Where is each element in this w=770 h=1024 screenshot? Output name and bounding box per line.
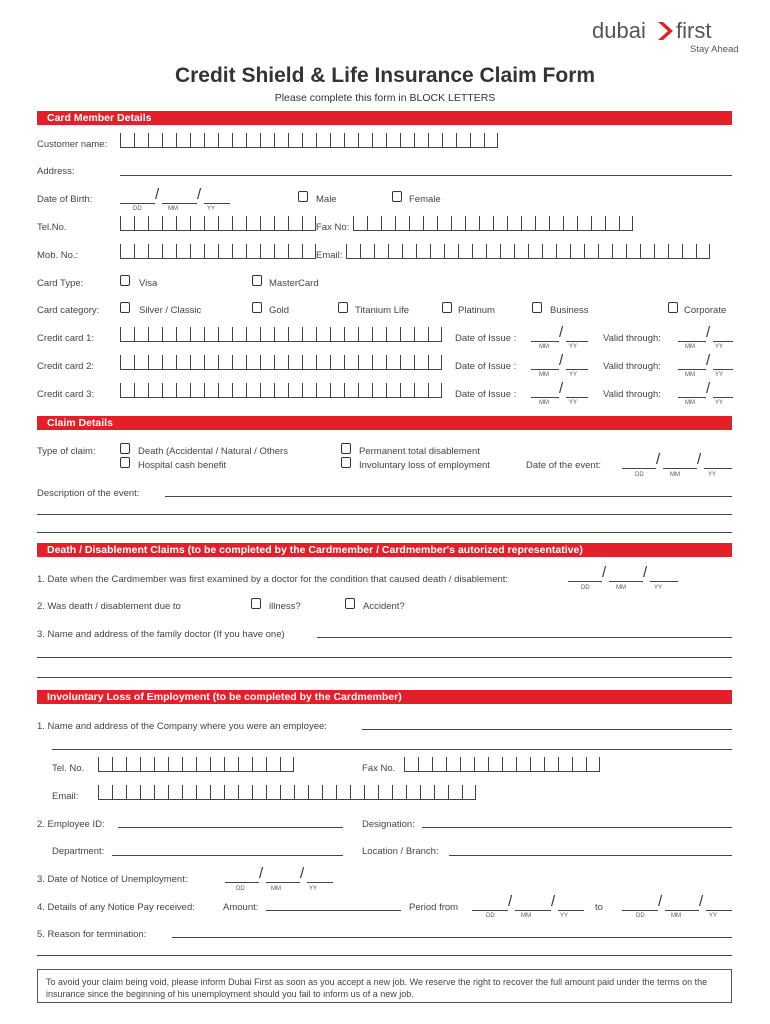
issue-3-yy-input[interactable] (566, 397, 588, 398)
period-to-yy-input[interactable] (706, 910, 732, 911)
fax-label: Fax No: (316, 222, 350, 233)
logo (590, 18, 740, 58)
dob-mm-input[interactable] (162, 203, 197, 204)
visa-label: Visa (139, 278, 158, 289)
claim-involuntary-label: Involuntary loss of employment (359, 460, 490, 471)
claim-permanent-label: Permanent total disablement (359, 446, 480, 457)
location-label: Location / Branch: (362, 846, 439, 857)
valid-2-mm-input[interactable] (678, 369, 706, 370)
category-gold-label: Gold (269, 305, 290, 316)
period-from-yy-input[interactable] (558, 910, 584, 911)
amount-input[interactable] (266, 910, 401, 911)
mastercard-label: MasterCard (269, 278, 319, 289)
valid-through-3-label: Valid through: (603, 389, 661, 400)
visa-checkbox[interactable] (120, 275, 130, 286)
issue-2-yy-input[interactable] (566, 369, 588, 370)
category-business-label: Business (550, 305, 589, 316)
period-to-dd-input[interactable] (622, 910, 658, 911)
issue-3-mm-input[interactable] (531, 397, 559, 398)
issue-1-yy-input[interactable] (566, 341, 588, 342)
section-header-card-member: Card Member Details (37, 111, 732, 125)
description-line-2[interactable] (37, 514, 732, 515)
fax-input[interactable] (353, 216, 633, 231)
dob-label: Date of Birth: (37, 194, 93, 205)
death-q2-label: 2. Was death / disablement due to (37, 601, 181, 612)
period-from-dd-input[interactable] (472, 910, 508, 911)
doctor-yy-input[interactable] (650, 581, 678, 582)
family-doctor-input[interactable] (317, 637, 732, 638)
mob-input[interactable] (120, 244, 316, 259)
claim-death-checkbox[interactable] (120, 443, 130, 454)
category-silver-checkbox[interactable] (120, 302, 130, 313)
date-of-issue-3-label: Date of Issue : (455, 389, 517, 400)
credit-card-3-label: Credit card 3: (37, 389, 95, 400)
notice-mm-input[interactable] (266, 882, 300, 883)
email-label: Email: (316, 250, 343, 261)
family-doctor-line-2[interactable] (37, 657, 732, 658)
tel-input[interactable] (120, 216, 316, 231)
company-fax-input[interactable] (404, 757, 600, 772)
valid-1-mm-input[interactable] (678, 341, 706, 342)
accident-label: Accident? (363, 601, 405, 612)
employee-id-input[interactable] (118, 827, 343, 828)
termination-reason-line-2[interactable] (37, 955, 732, 956)
email-input[interactable] (346, 244, 710, 259)
claim-hospital-checkbox[interactable] (120, 457, 130, 468)
notice-date-label: 3. Date of Notice of Unemployment: (37, 874, 188, 885)
valid-1-yy-input[interactable] (713, 341, 733, 342)
period-from-label: Period from (409, 902, 459, 913)
illness-label: illness? (269, 601, 301, 612)
mob-label: Mob. No.: (37, 250, 79, 261)
logo-text-first: first (676, 18, 712, 43)
section-header-involuntary: Involuntary Loss of Employment (to be completed by the Cardmember) (37, 690, 732, 704)
page-subtitle: Please complete this form in BLOCK LETTERS (274, 92, 496, 104)
section-header-death: Death / Disablement Claims (to be completed by the Cardmember / Cardmember's autorized representative) (37, 543, 732, 557)
claim-hospital-label: Hospital cash benefit (138, 460, 227, 471)
period-to-mm-input[interactable] (665, 910, 699, 911)
doctor-mm-input[interactable] (609, 581, 643, 582)
description-label: Description of the event: (37, 488, 140, 499)
credit-card-2-input[interactable] (120, 355, 442, 370)
death-q1-label: 1. Date when the Cardmember was first examined by a doctor for the condition that caused death / disablement: (37, 574, 509, 585)
male-checkbox[interactable] (298, 191, 308, 202)
issue-2-mm-input[interactable] (531, 369, 559, 370)
claim-permanent-checkbox[interactable] (341, 443, 351, 454)
category-corporate-label: Corporate (684, 305, 727, 316)
location-input[interactable] (449, 855, 732, 856)
valid-through-2-label: Valid through: (603, 361, 661, 372)
event-yy-input[interactable] (704, 468, 732, 469)
logo-arrow-icon (654, 20, 676, 42)
designation-label: Designation: (362, 819, 415, 830)
family-doctor-line-3[interactable] (37, 677, 732, 678)
valid-through-1-label: Valid through: (603, 333, 661, 344)
customer-name-input[interactable] (120, 133, 498, 148)
company-fax-label: Fax No. (362, 763, 396, 774)
female-label: Female (409, 194, 441, 205)
notice-pay-label: 4. Details of any Notice Pay received: (37, 902, 195, 913)
male-label: Male (316, 194, 337, 205)
period-from-mm-input[interactable] (515, 910, 551, 911)
illness-checkbox[interactable] (251, 598, 261, 609)
event-dd-input[interactable] (622, 468, 656, 469)
claim-involuntary-checkbox[interactable] (341, 457, 351, 468)
address-label: Address: (37, 166, 75, 177)
termination-reason-input[interactable] (172, 937, 732, 938)
credit-card-3-input[interactable] (120, 383, 442, 398)
accident-checkbox[interactable] (345, 598, 355, 609)
card-type-label: Card Type: (37, 278, 84, 289)
category-titanium-checkbox[interactable] (338, 302, 348, 313)
department-input[interactable] (112, 855, 343, 856)
claim-death-label: Death (Accidental / Natural / Others (138, 446, 288, 457)
category-business-checkbox[interactable] (532, 302, 542, 313)
date-of-event-label: Date of the event: (526, 460, 601, 471)
category-corporate-checkbox[interactable] (668, 302, 678, 313)
to-label: to (595, 902, 603, 913)
card-category-label: Card category: (37, 305, 100, 316)
department-label: Department: (52, 846, 105, 857)
description-line-3[interactable] (37, 532, 732, 533)
customer-name-label: Customer name: (37, 139, 108, 150)
amount-label: Amount: (223, 902, 259, 913)
page-title: Credit Shield & Life Insurance Claim Form (174, 64, 596, 87)
company-email-label: Email: (52, 791, 79, 802)
notice-box: To avoid your claim being void, please inform Dubai First as soon as you accept a new job. We reserve the right to recover the full amount paid under the terms on the insurance since the beginning of his unemployment should you fail to inform us of a new job. (37, 969, 732, 1003)
section-header-claim: Claim Details (37, 416, 732, 430)
logo-tagline: Stay Ahead (690, 44, 739, 55)
logo-text-dubai: dubai (592, 18, 646, 43)
valid-3-yy-input[interactable] (713, 397, 733, 398)
date-of-issue-2-label: Date of Issue : (455, 361, 517, 372)
category-platinum-checkbox[interactable] (442, 302, 452, 313)
termination-reason-label: 5. Reason for termination: (37, 929, 147, 940)
category-titanium-label: Titanium Life (355, 305, 410, 316)
doctor-dd-input[interactable] (568, 581, 602, 582)
date-of-issue-1-label: Date of Issue : (455, 333, 517, 344)
female-checkbox[interactable] (392, 191, 402, 202)
description-input[interactable] (165, 496, 732, 497)
company-email-input[interactable] (98, 785, 476, 800)
category-platinum-label: Platinum (458, 305, 495, 316)
dob-dd-input[interactable] (120, 203, 155, 204)
type-of-claim-label: Type of claim: (37, 446, 96, 457)
company-input[interactable] (362, 729, 732, 730)
category-gold-checkbox[interactable] (252, 302, 262, 313)
address-input[interactable] (120, 175, 732, 176)
employee-id-label: 2. Employee ID: (37, 819, 105, 830)
company-line-2[interactable] (52, 749, 732, 750)
involuntary-q1-label: 1. Name and address of the Company where you were an employee: (37, 721, 327, 732)
company-tel-label: Tel. No. (52, 763, 85, 774)
category-silver-label: Silver / Classic (139, 305, 202, 316)
dob-yy-input[interactable] (204, 203, 230, 204)
valid-3-mm-input[interactable] (678, 397, 706, 398)
credit-card-1-label: Credit card 1: (37, 333, 95, 344)
company-tel-input[interactable] (98, 757, 294, 772)
mastercard-checkbox[interactable] (252, 275, 262, 286)
credit-card-2-label: Credit card 2: (37, 361, 95, 372)
event-mm-input[interactable] (663, 468, 697, 469)
issue-1-mm-input[interactable] (531, 341, 559, 342)
credit-card-1-input[interactable] (120, 327, 442, 342)
death-q3-label: 3. Name and address of the family doctor (If you have one) (37, 629, 285, 640)
notice-yy-input[interactable] (307, 882, 333, 883)
notice-dd-input[interactable] (225, 882, 259, 883)
valid-2-yy-input[interactable] (713, 369, 733, 370)
designation-input[interactable] (422, 827, 732, 828)
tel-label: Tel.No. (37, 222, 67, 233)
